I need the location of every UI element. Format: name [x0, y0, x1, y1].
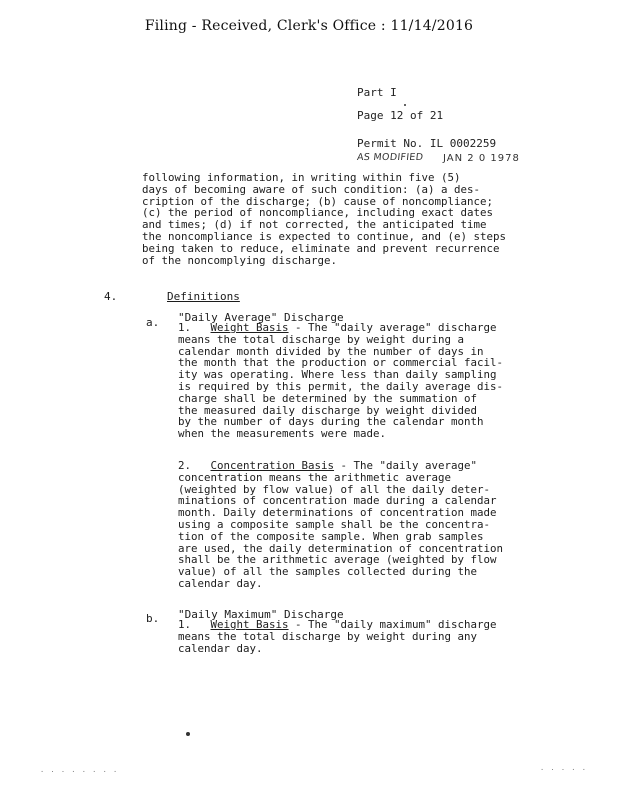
text-line: minations of concentration made during a calendar [178, 494, 497, 508]
subsection-title-b: "Daily Maximum" Discharge [178, 608, 344, 621]
text-line: shall be the arithmetic average (weighted by flow [178, 553, 497, 567]
item-number: 2. [178, 459, 192, 472]
text-line: calendar day. [178, 641, 263, 655]
modified-date: JAN 2 0 1978 [443, 153, 520, 164]
item-a1 [178, 322, 503, 440]
page-prefix: Page [357, 109, 384, 122]
text-line: value) of all the samples collected during the [178, 565, 478, 579]
text-line: cription of the discharge; (b) cause of noncompliance; [142, 194, 494, 208]
modified-stamp: AS MODIFIED [356, 152, 424, 163]
text-line: means the total discharge by weight during a [178, 332, 465, 346]
text-line: following information, in writing within five (5) [142, 171, 461, 184]
item-first-text: - The "daily average" [334, 459, 478, 472]
text-line: charge shall be determined by the summation of [178, 391, 478, 405]
scan-speck [404, 104, 406, 106]
text-line: are used, the daily determination of concentration [178, 541, 504, 555]
text-line: using a composite sample shall be the concentra- [178, 517, 491, 531]
item-heading: Weight Basis [210, 321, 289, 334]
text-line: the measured daily discharge by weight divided [178, 403, 478, 417]
text-line: by the number of days during the calendar month [178, 415, 484, 429]
text-line: means the total discharge by weight during any [178, 629, 478, 643]
item-heading: Weight Basis [210, 618, 289, 631]
scan-speck [186, 732, 190, 736]
text-line: concentration means the arithmetic average [178, 470, 452, 484]
item-number: 1. [178, 618, 192, 631]
text-line: (weighted by flow value) of all the daily deter- [178, 482, 491, 496]
text-line: the month that the production or commercial facil- [178, 356, 504, 370]
text-line: is required by this permit, the daily average dis- [178, 379, 504, 393]
text-line: the noncompliance is expected to continue, and (e) steps [142, 229, 507, 243]
text-line: calendar month divided by the number of days in [178, 344, 484, 358]
text-line: (c) the period of noncompliance, including exact dates [142, 206, 494, 220]
page-of: of [410, 109, 424, 122]
item-heading: Concentration Basis [210, 459, 335, 472]
filing-stamp: Filing - Received, Clerk's Office : 11/14/2016 [144, 18, 474, 34]
subsection-title-a: "Daily Average" Discharge [178, 311, 344, 324]
item-a2 [178, 460, 503, 590]
text-line: of the noncomplying discharge. [142, 253, 338, 267]
text-line: month. Daily determinations of concentration made [178, 506, 497, 520]
item-number: 1. [178, 321, 192, 334]
subsection-letter-a: a. [146, 316, 160, 329]
section-number: 4. [104, 290, 118, 303]
page-current: 12 [390, 109, 404, 122]
item-b1 [178, 619, 497, 654]
text-line: calendar day. [178, 576, 263, 590]
subsection-letter-b: b. [146, 612, 160, 625]
scan-noise: . . . . . . . . [40, 766, 119, 774]
page-number [357, 109, 443, 122]
scan-noise: . . . . . [540, 764, 587, 772]
intro-paragraph [142, 172, 506, 266]
text-line: and times; (d) if not corrected, the anticipated time [142, 218, 487, 232]
text-line: tion of the composite sample. When grab samples [178, 529, 484, 543]
text-line: being taken to reduce, eliminate and prevent recurrence [142, 241, 500, 255]
text-line: ity was operating. Where less than daily sampling [178, 368, 497, 382]
page-total: 21 [429, 109, 444, 122]
part-label: Part I [357, 86, 397, 99]
permit-number: Permit No. IL 0002259 [357, 137, 497, 150]
item-first-text: - The "daily maximum" discharge [288, 618, 497, 631]
section-title: Definitions [167, 290, 240, 303]
text-line: when the measurements were made. [178, 427, 387, 441]
text-line: days of becoming aware of such condition: (a) a des- [142, 182, 481, 196]
item-first-text: - The "daily average" discharge [288, 321, 497, 334]
